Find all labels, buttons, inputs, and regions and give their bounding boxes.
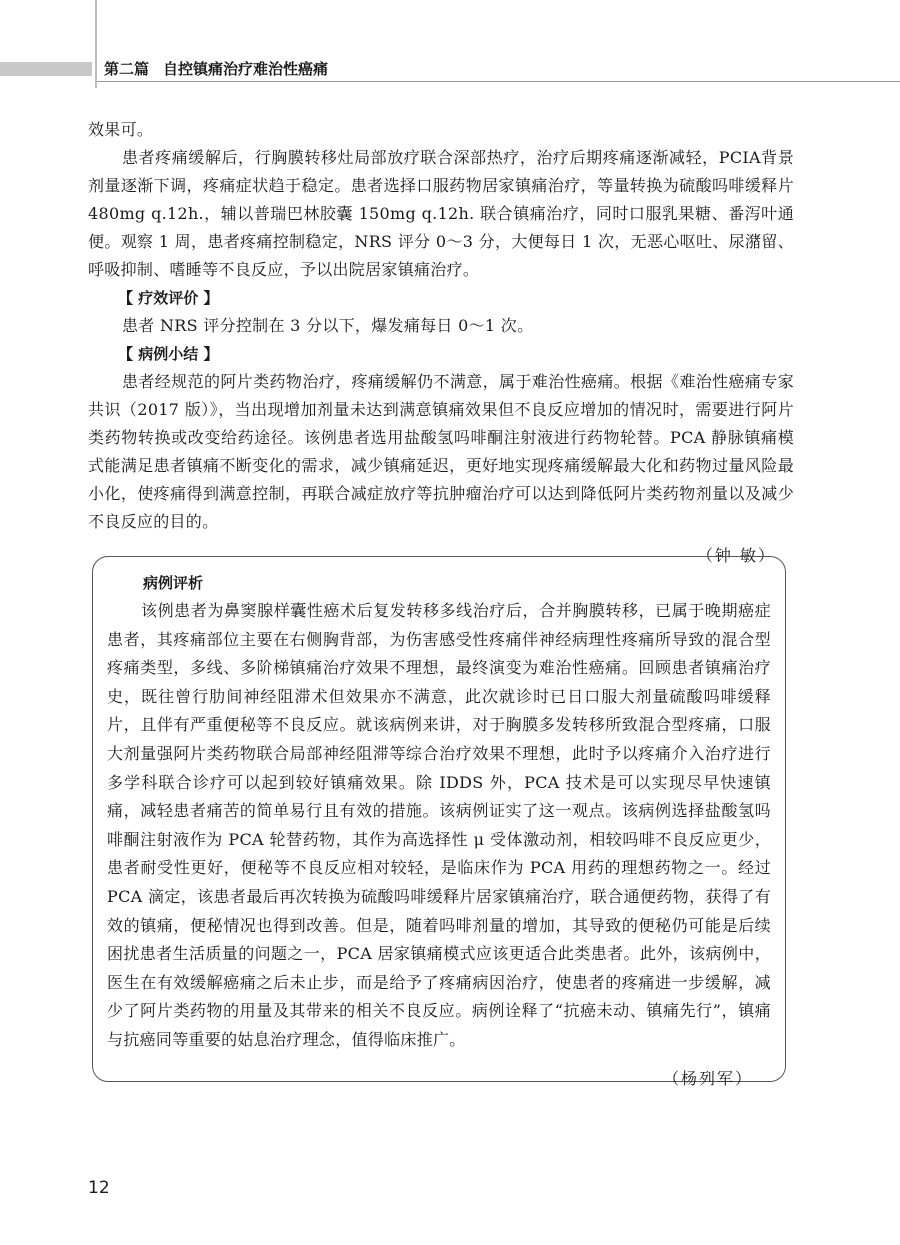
- case-review-signature: （杨列军）: [662, 1068, 753, 1088]
- case-review-title: 病例评析: [143, 574, 204, 592]
- heading-efficacy: 【 疗效评价 】: [118, 289, 219, 307]
- paragraph-efficacy: 患者 NRS 评分控制在 3 分以下，爆发痛每日 0～1 次。: [122, 316, 534, 335]
- main-text: [88, 116, 794, 570]
- header-rule: [97, 81, 900, 82]
- case-review-box: [92, 556, 786, 1088]
- paragraph-treatment: 患者疼痛缓解后，行胸膜转移灶局部放疗联合深部热疗，治疗后期疼痛逐渐减轻，PCIA背景剂量逐渐下调，疼痛症状趋于稳定。患者选择口服药物居家镇痛治疗，等量转换为硫酸吗啡缓释片 480mg q.12h.，辅以普瑞巴林胶囊 150mg q.12h. 联合镇痛治疗，同时口服乳果糖、番泻叶通便。观察 1 周，患者疼痛控制稳定，NRS 评分 0～3 分，大便每日 1 次，无恶心呕吐、尿潴留、呼吸抑制、嗜睡等不良反应，予以出院居家镇痛治疗。: [88, 148, 794, 279]
- running-header: [104, 57, 328, 81]
- author-signature: （钟 敏）: [696, 546, 776, 565]
- header-divider-vertical: [95, 0, 97, 88]
- heading-summary: 【 病例小结 】: [118, 345, 219, 363]
- paragraph-summary: 患者经规范的阿片类药物治疗，疼痛缓解仍不满意，属于难治性癌痛。根据《难治性癌痛专家共识（2017 版）》，当出现增加剂量未达到满意镇痛效果但不良反应增加的情况时，需要进行阿片类药物转换或改变给药途径。该例患者选用盐酸氢吗啡酮注射液进行药物轮替。PCA 静脉镇痛模式能满足患者镇痛不断变化的需求，减少镇痛延迟，更好地实现疼痛缓解最大化和药物过量风险最小化，使疼痛得到满意控制，再联合减症放疗等抗肿瘤治疗可以达到降低阿片类药物剂量以及减少不良反应的目的。: [88, 372, 794, 531]
- header-part-label: 第二篇: [104, 60, 150, 78]
- page-number: 12: [88, 1178, 110, 1198]
- case-review-paragraph: 该例患者为鼻窦腺样囊性癌术后复发转移多线治疗后，合并胸膜转移，已属于晚期癌症患者，其疼痛部位主要在右侧胸背部，为伤害感受性疼痛伴神经病理性疼痛所导致的混合型疼痛类型，多线、多阶梯镇痛治疗效果不理想，最终演变为难治性癌痛。回顾患者镇痛治疗史，既往曾行肋间神经阻滞术但效果亦不满意，此次就诊时已日口服大剂量硫酸吗啡缓释片，且伴有严重便秘等不良反应。就该病例来讲，对于胸膜多发转移所致混合型疼痛，口服大剂量强阿片类药物联合局部神经阻滞等综合治疗效果不理想，此时予以疼痛介入治疗进行多学科联合诊疗可以起到较好镇痛效果。除 IDDS 外，PCA 技术是可以实现尽早快速镇痛，减轻患者痛苦的简单易行且有效的措施。该病例证实了这一观点。该病例选择盐酸氢吗啡酮注射液作为 PCA 轮替药物，其作为高选择性 μ 受体激动剂，相较吗啡不良反应更少，患者耐受性更好，便秘等不良反应相对较轻，是临床作为 PCA 用药的理想药物之一。经过 PCA 滴定，该患者最后再次转换为硫酸吗啡缓释片居家镇痛治疗，联合通便药物，获得了有效的镇痛，便秘情况也得到改善。但是，随着吗啡剂量的增加，其导致的便秘仍可能是后续困扰患者生活质量的问题之一，PCA 居家镇痛模式应该更适合此类患者。此外，该病例中，医生在有效缓解癌痛之后未止步，而是给予了疼痛病因治疗，使患者的疼痛进一步缓解，减少了阿片类药物的用量及其带来的相关不良反应。病例诠释了“抗癌未动、镇痛先行”，镇痛与抗癌同等重要的姑息治疗理念，值得临床推广。: [107, 601, 771, 1049]
- case-review-content: [107, 569, 771, 1093]
- header-part-title: 自控镇痛治疗难治性癌痛: [163, 60, 329, 78]
- header-accent-bar: [0, 62, 92, 76]
- paragraph-continuation: 效果可。: [88, 120, 154, 139]
